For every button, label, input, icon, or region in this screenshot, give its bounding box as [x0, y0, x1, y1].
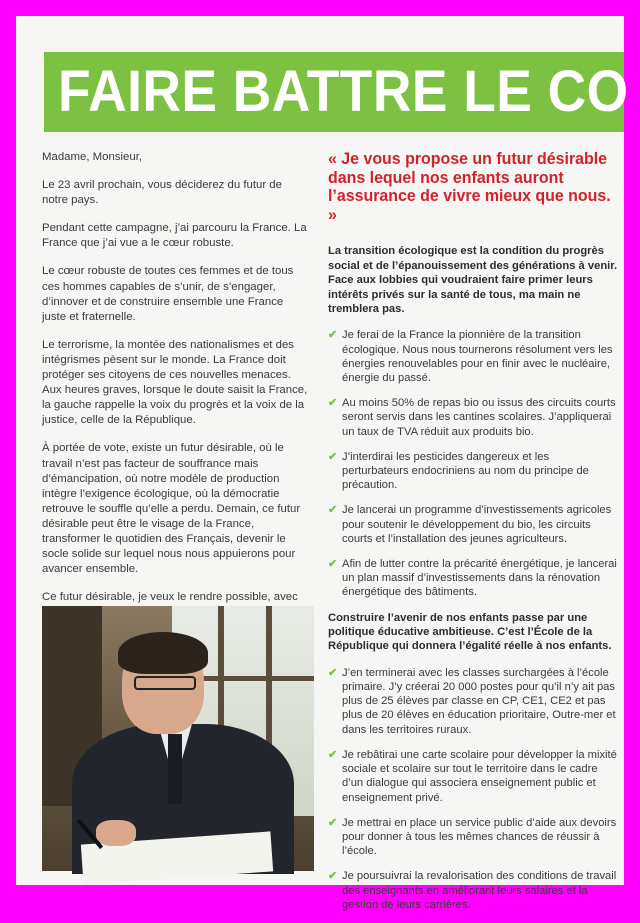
list-item: ✔ Je ferai de la France la pionnière de la transition écologique. Nous nous tournerons résolument vers les énergies renouvelables pour en finir avec le nucléaire, énergie du passé. — [328, 329, 613, 385]
banner-title: FAIRE BATTRE LE CO — [58, 59, 629, 124]
list-item: ✔ Je mettrai en place un service public d’aide aux devoirs pour donner à tous les mêmes chances de réussir à l’école. — [328, 816, 617, 858]
section-intro-education: Construire l’avenir de nos enfants passe par une politique éducative ambitieuse. C’est l’École de la République qui donnera l’égalité réelle à nos enfants. — [328, 611, 612, 653]
list-item: ✔ Je rebâtirai une carte scolaire pour développer la mixité sociale et scolaire sur tout le territoire dans le cadre d’un dialogue qui associera enseignement public et enseignement privé. — [328, 748, 617, 804]
section-intro-ecology: La transition écologique est la condition du progrès social et de l’épanouissement des générations à venir. Face aux lobbies qui voudraient faire primer leurs intérêts privés sur la santé de tous, ma main ne tremblera pas. — [328, 245, 618, 315]
checkmark-icon: ✔ — [328, 504, 338, 517]
letter-paragraph: Pendant cette campagne, j’ai parcouru la France. La France que j’ai vue a le cœur robuste. — [42, 222, 307, 250]
pull-quote: « Je vous propose un futur désirable dans lequel nos enfants auront l’assurance de vivre mieux que nous. » — [328, 149, 611, 224]
checkmark-icon: ✔ — [328, 450, 338, 463]
program-column — [328, 150, 618, 923]
letter-paragraph: À portée de vote, existe un futur désirable, où le travail n’est pas facteur de souffrance mais d’émancipation, où notre modèle de production intègre l’exigence écologique, où la démocratie retrouve le souffle qu’elle a perdu. Demain, ce futur désirable peut être le visage de la France, transformer le quotidien des Français, devenir le socle solide sur lequel nous nous appuierons pour avancer ensemble. — [42, 442, 301, 576]
checkmark-icon: ✔ — [328, 329, 338, 342]
candidate-photo — [42, 606, 314, 871]
checkmark-icon: ✔ — [328, 558, 338, 571]
letter-paragraph: Ce futur désirable, je veux le rendre possible, avec — [42, 591, 298, 604]
title-banner — [44, 52, 629, 132]
checkmark-icon: ✔ — [328, 397, 338, 410]
letter-paragraph: Le 23 avril prochain, vous déciderez du futur de notre pays. — [42, 179, 282, 207]
letter-paragraph: Le terrorisme, la montée des nationalismes et des intégrismes pèsent sur le monde. La France doit protéger ses citoyens de ces nouvelles menaces. Aux heures graves, lorsque le doute saisit la France, la gauche rappelle la voix du progrès et la voix de la justice, celle de la République. — [42, 338, 308, 427]
checkmark-icon: ✔ — [328, 666, 338, 679]
letter-column — [42, 150, 310, 649]
list-item: ✔ Je lancerai un programme d’investissements agricoles pour soutenir le développement du bio, les circuits courts et l’installation des jeunes agriculteurs. — [328, 504, 612, 545]
checkmark-icon: ✔ — [328, 870, 338, 883]
list-item: ✔ J’en terminerai avec les classes surchargées à l’école primaire. J’y créerai 20 000 postes pour qu’il n’y ait pas plus de 25 élèves par classe en CP, CE1, CE2 et pas plus de 20 élèves en éducation prioritaire, Outre-mer et dans les territoires ruraux. — [328, 666, 616, 736]
letter-salutation: Madame, Monsieur, — [42, 151, 143, 163]
list-item: ✔ J’interdirai les pesticides dangereux et les perturbateurs endocriniens au nom du principe de précaution. — [328, 450, 589, 492]
checkmark-icon: ✔ — [328, 816, 338, 829]
letter-paragraph: Le cœur robuste de toutes ces femmes et de tous ces hommes capables de s’unir, de s’engager, d’innover et de construire ensemble une France juste et fraternelle. — [42, 265, 294, 323]
list-item: ✔ Je poursuivrai la revalorisation des conditions de travail des enseignants en améliorant leurs salaires et la gestion de leurs carrières. — [328, 870, 617, 911]
list-item: ✔ Afin de lutter contre la précarité énergétique, je lancerai un plan massif d’investissements dans la rénovation énergétique des bâtiments. — [328, 558, 617, 599]
list-item: ✔ Au moins 50% de repas bio ou issus des circuits courts seront servis dans les cantines scolaires. J’appliquerai un taux de TVA réduit aux produits bio. — [328, 397, 616, 438]
leaflet-page — [16, 16, 629, 911]
checkmark-icon: ✔ — [328, 748, 338, 761]
